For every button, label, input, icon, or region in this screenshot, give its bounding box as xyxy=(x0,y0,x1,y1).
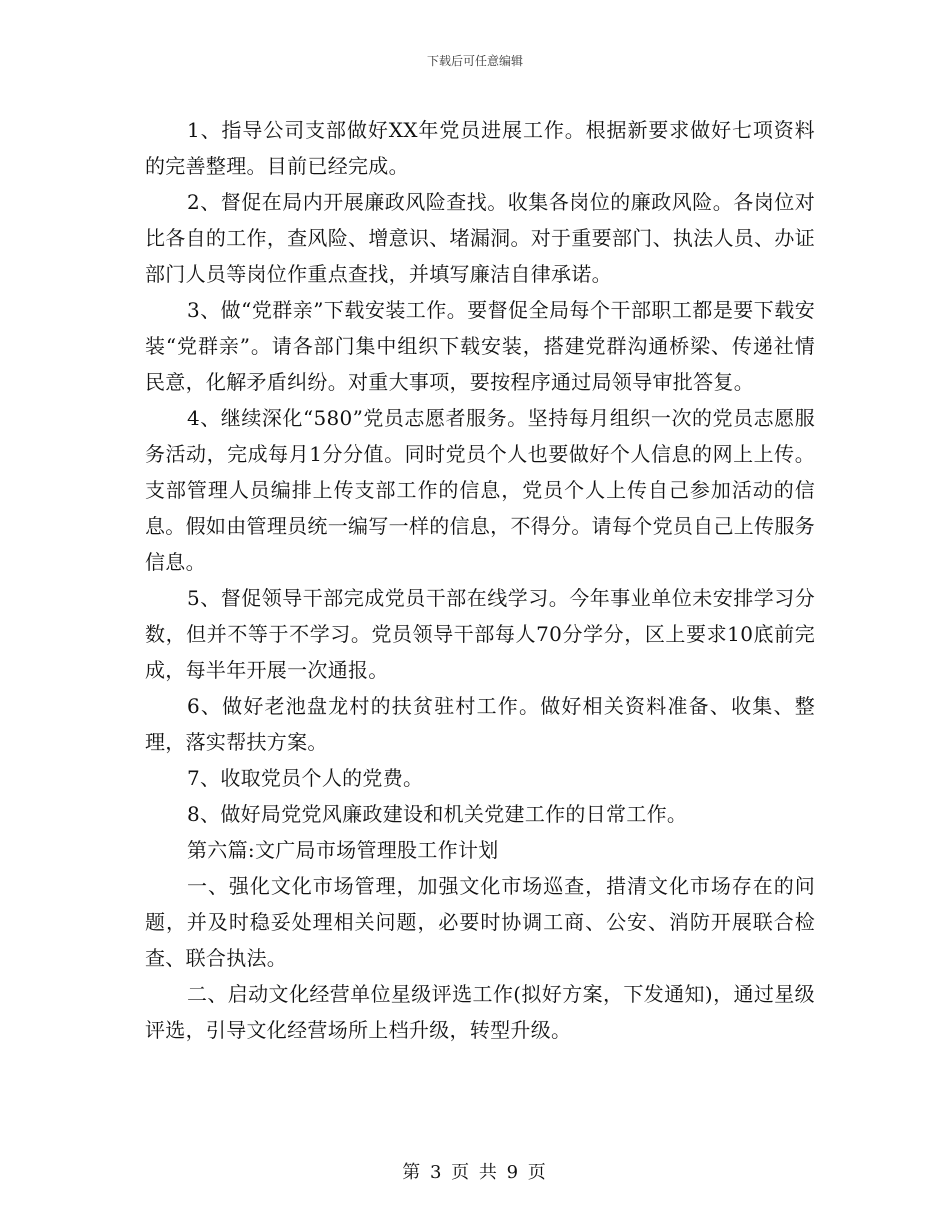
paragraph-1: 1、指导公司支部做好XX年党员进展工作。根据新要求做好七项资料的完善整理。目前已经完成。 xyxy=(145,118,815,178)
paragraph-8: 8、做好局党党风廉政建设和机关党建工作的日常工作。 xyxy=(187,802,688,826)
paragraph-3: 3、做“党群亲”下载安装工作。要督促全局每个干部职工都是要下载安装“党群亲”。请各部门集中组织下载安装，搭建党群沟通桥梁、传递社情民意，化解矛盾纠纷。对重大事项，要按程序通过局领导审批答复。 xyxy=(145,298,815,394)
paragraph-7: 7、收取党员个人的党费。 xyxy=(187,766,424,790)
paragraph-4: 4、继续深化“580”党员志愿者服务。坚持每月组织一次的党员志愿服务活动，完成每月1分分值。同时党员个人也要做好个人信息的网上上传。支部管理人员编排上传支部工作的信息，党员个人上传自己参加活动的信息。假如由管理员统一编写一样的信息，不得分。请每个党员自己上传服务信息。 xyxy=(145,406,815,574)
section-paragraph-1: 一、强化文化市场管理，加强文化市场巡查，措清文化市场存在的问题，并及时稳妥处理相关问题，必要时协调工商、公安、消防开展联合检查、联合执法。 xyxy=(145,874,815,970)
page-footer: 第 3 页 共 9 页 xyxy=(402,1162,548,1183)
document-body xyxy=(145,112,815,1048)
paragraph-6: 6、做好老池盘龙村的扶贫驻村工作。做好相关资料准备、收集、整理，落实帮扶方案。 xyxy=(145,694,815,754)
page-header: 下载后可任意编辑 xyxy=(426,54,523,68)
paragraph-2: 2、督促在局内开展廉政风险查找。收集各岗位的廉政风险。各岗位对比各自的工作，查风险、增意识、堵漏洞。对于重要部门、执法人员、办证部门人员等岗位作重点查找，并填写廉洁自律承诺。 xyxy=(145,190,815,286)
section-title: 第六篇:文广局市场管理股工作计划 xyxy=(187,838,499,862)
paragraph-5: 5、督促领导干部完成党员干部在线学习。今年事业单位未安排学习分数，但并不等于不学习。党员领导干部每人70分学分，区上要求10底前完成，每半年开展一次通报。 xyxy=(145,586,815,682)
section-paragraph-2: 二、启动文化经营单位星级评选工作(拟好方案，下发通知)，通过星级评选，引导文化经营场所上档升级，转型升级。 xyxy=(145,982,815,1042)
